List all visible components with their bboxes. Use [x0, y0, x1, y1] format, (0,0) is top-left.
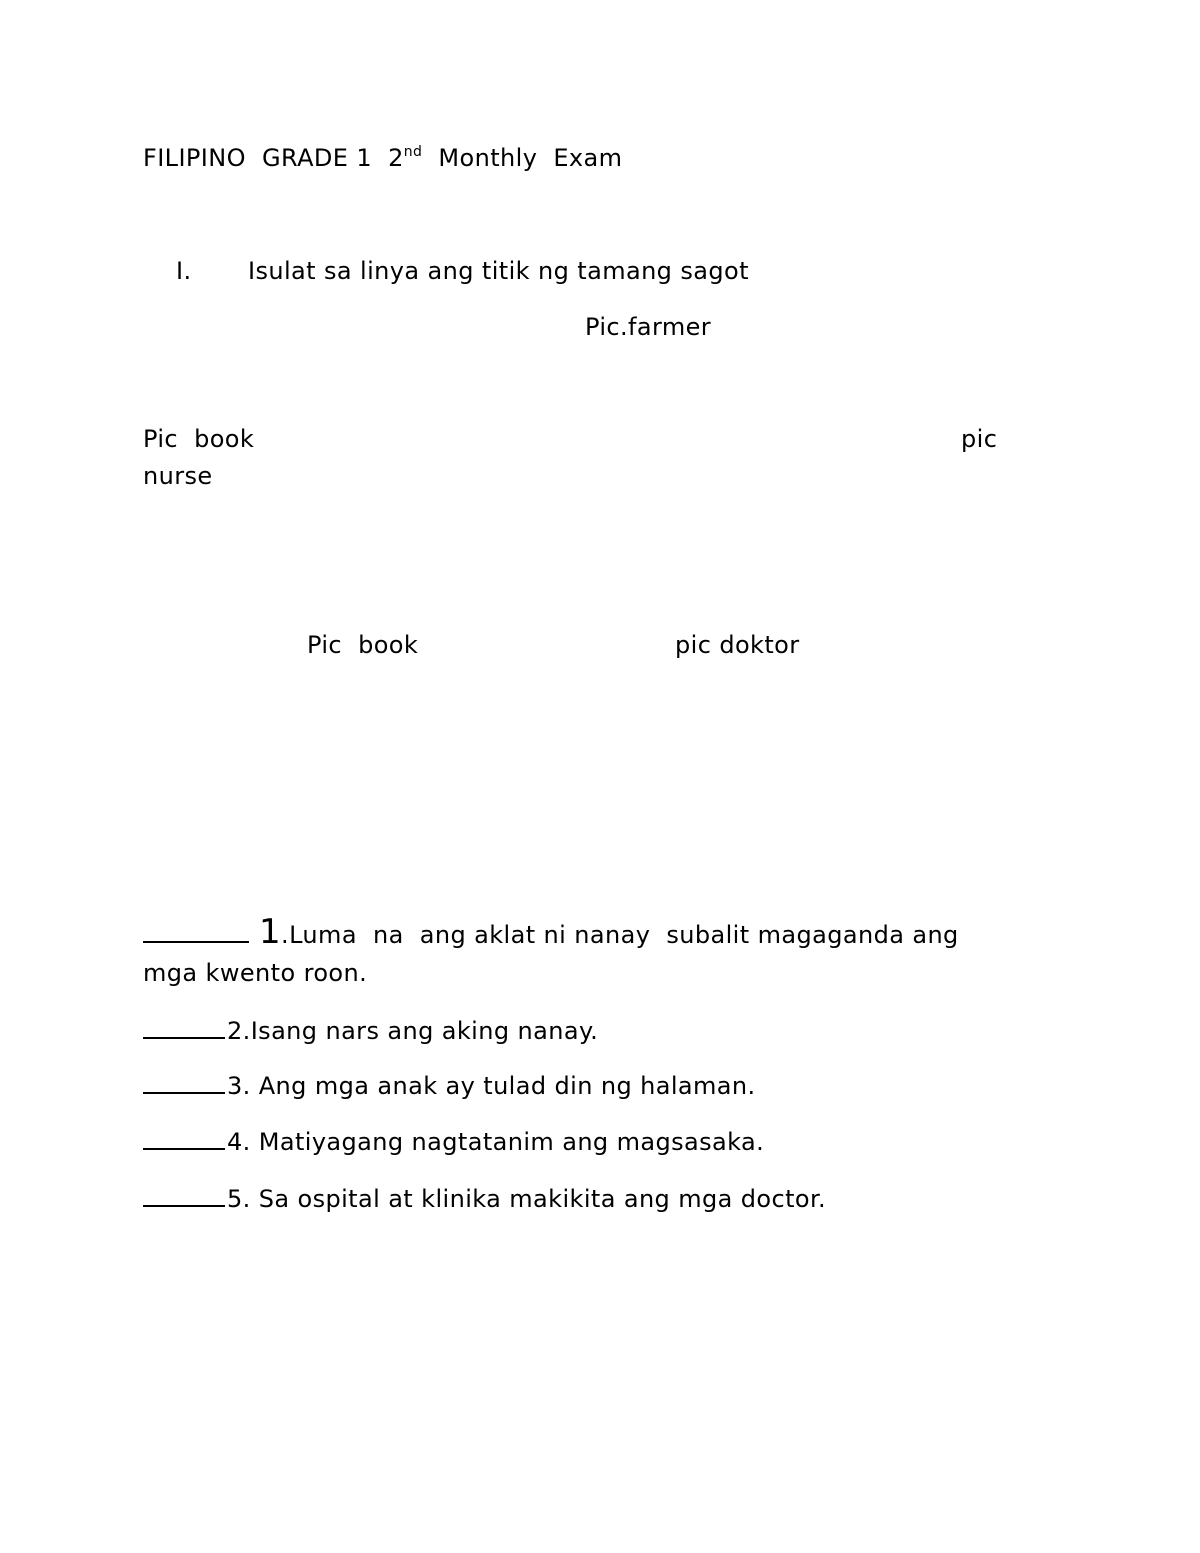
- question-4-text: 4. Matiyagang nagtatanim ang magsasaka.: [227, 1128, 765, 1156]
- question-1-continued: mga kwento roon.: [143, 959, 368, 987]
- section-numeral: I.: [176, 257, 192, 285]
- answer-blank-1[interactable]: [143, 921, 249, 943]
- nurse-label: nurse: [143, 462, 213, 490]
- question-1-number: 1: [259, 912, 282, 952]
- question-5: [143, 1185, 826, 1211]
- pic-book-label-2: Pic book: [307, 631, 419, 659]
- question-2-text: 2.Isang nars ang aking nanay.: [227, 1017, 599, 1045]
- pic-doktor-label: pic doktor: [675, 631, 800, 659]
- pic-nurse-label: pic: [961, 425, 998, 453]
- question-1-text: .Luma na ang aklat ni nanay subalit magaganda ang: [281, 921, 959, 949]
- answer-blank-3[interactable]: [143, 1072, 225, 1094]
- answer-blank-4[interactable]: [143, 1128, 225, 1150]
- section-instruction: Isulat sa linya ang titik ng tamang sagot: [248, 257, 749, 285]
- question-5-text: 5. Sa ospital at klinika makikita ang mga doctor.: [227, 1185, 827, 1213]
- question-2: [143, 1017, 598, 1043]
- title-superscript: nd: [403, 144, 423, 160]
- question-4: [143, 1128, 764, 1154]
- question-1: [143, 912, 959, 952]
- question-3-text: 3. Ang mga anak ay tulad din ng halaman.: [227, 1072, 756, 1100]
- exam-title: FILIPINO GRADE 1 2nd Monthly Exam: [143, 144, 623, 172]
- question-3: [143, 1072, 756, 1098]
- pic-farmer-label: Pic.farmer: [585, 313, 712, 341]
- answer-blank-2[interactable]: [143, 1017, 225, 1039]
- answer-blank-5[interactable]: [143, 1185, 225, 1207]
- pic-book-label-1: Pic book: [143, 425, 255, 453]
